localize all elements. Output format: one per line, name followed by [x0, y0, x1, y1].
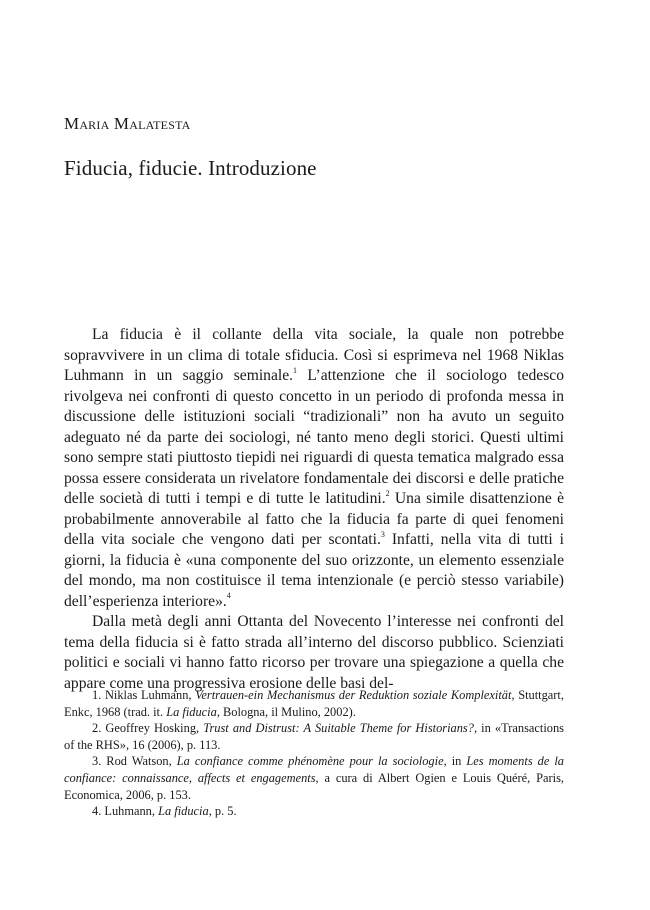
- body-text: [64, 325, 564, 694]
- footnotes: [64, 687, 564, 820]
- paragraph-2: Dalla metà degli anni Ottanta del Novecento l’interesse nei confronti del tema della fiducia si è fatto strada all’interno del discorso pubblico. Scienziati politici e sociali vi hanno fatto ricorso per trovare una spiegazione a quella che appare come una progressiva erosione delle basi del-: [64, 613, 564, 692]
- author-name: Maria Malatesta: [64, 114, 191, 133]
- footnote-4: 4. Luhmann, La fiducia, p. 5.: [92, 804, 237, 819]
- footnote-ref-3: 3: [380, 529, 385, 539]
- footnote-1: 1. Niklas Luhmann, Vertrauen-ein Mechanismus der Reduktion soziale Komplexität, Stuttgart, Enkc, 1968 (trad. it. La fiducia, Bologna, il Mulino, 2002).: [64, 688, 564, 719]
- footnote-ref-2: 2: [385, 488, 390, 498]
- chapter-title: Fiducia, fiducie. Introduzione: [64, 156, 317, 180]
- footnote-3: 3. Rod Watson, La confiance comme phénomène pour la sociologie, in Les moments de la confiance: connaissance, affects et engagements, a cura di Albert Ogien e Louis Quéré, Paris, Economica, 2006, p. 153.: [64, 754, 565, 802]
- paragraph-1: La fiducia è il collante della vita sociale, la quale non potrebbe sopravvivere in un clima di totale sfiducia. Così si esprimeva nel 1968 Niklas Luhmann in un saggio seminale.$^1$ L’attenzione che il sociologo tedesco rivolgeva nei confronti di questo concetto in un periodo di profonda messa in discussione delle istituzioni sociali “tradizionali” non ha avuto un seguito adeguato né da parte dei sociologi, né tanto meno degli storici. Questi ultimi sono sempre stati piuttosto tiepidi nei riguardi di questa tematica malgrado essa possa essere considerata un rivelatore fondamentale dei discorsi e delle pratiche delle società di tutti i tempi e di tutte le latitudini.$^2$ Una simile disattenzione è probabilmente annoverabile al fatto che la fiducia fa parte di quei fenomeni della vita sociale che vengono dati per scontati.$^3$ Infatti, nella vita di tutti i giorni, la fiducia è «una componente del suo orizzonte, un elemento essenziale del mondo, ma non costituisce il tema intenzionale (e perciò stesso variabile) dell’esperienza interiore».$^4$: [64, 326, 564, 610]
- footnote-ref-1: 1: [293, 365, 298, 375]
- footnote-2: 2. Geoffrey Hosking, Trust and Distrust: A Suitable Theme for Historians?, in «Transactions of the RHS», 16 (2006), p. 113.: [64, 721, 564, 752]
- footnote-ref-4: 4: [226, 591, 231, 601]
